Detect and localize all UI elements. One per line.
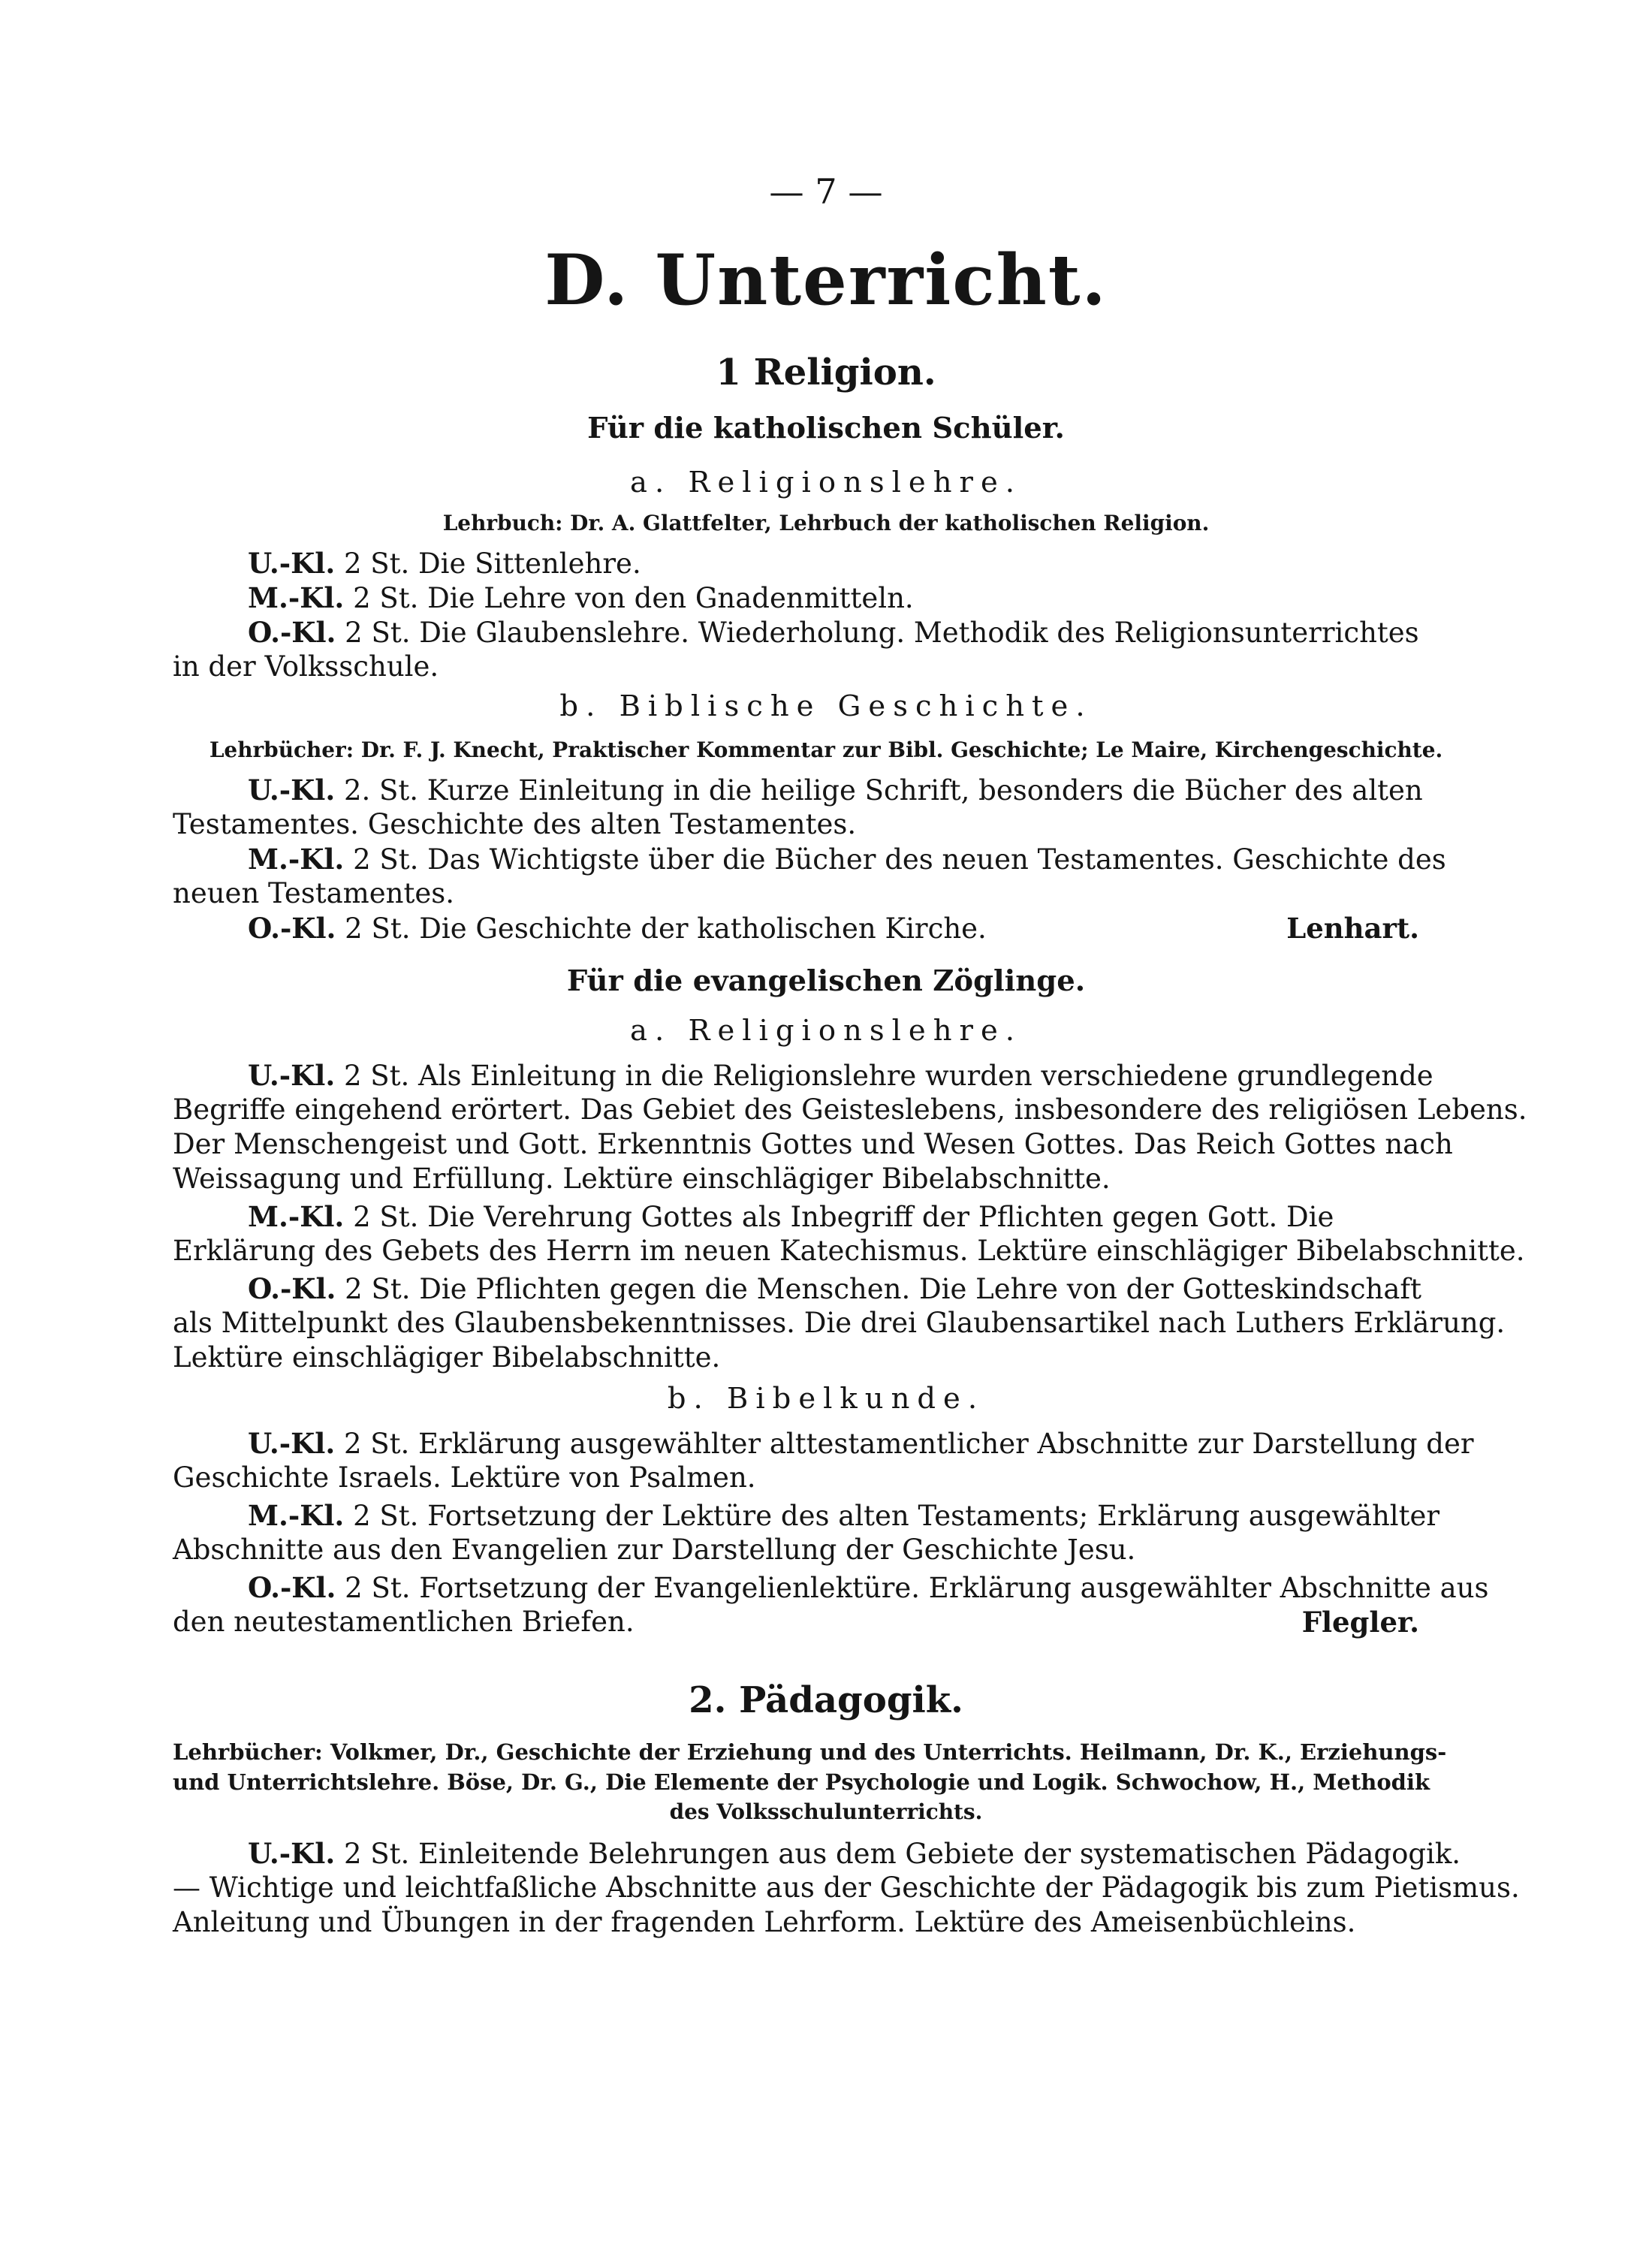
- class-label: O.-Kl. 2 St. Die Pflichten gegen die Menschen. Die Lehre von der Gotteskindschaft: [248, 1272, 1421, 1305]
- continuation-text: den neutestamentlichen Briefen.: [173, 1606, 635, 1638]
- continuation-text: Lektüre einschlägiger Bibelabschnitte.: [173, 1341, 721, 1374]
- class-label: O.-Kl. 2 St. Die Geschichte der katholischen Kirche.: [248, 912, 987, 945]
- class-label: U.-Kl. 2 St. Als Einleitung in die Religionslehre wurden verschiedene grundlegende: [248, 1059, 1433, 1092]
- continuation-text: Begriffe eingehend erörtert. Das Gebiet des Geisteslebens, insbesondere des religiösen Lebens.: [173, 1093, 1527, 1126]
- class-text: 2 St. Die Glaubenslehre. Wiederholung. Methodik des Religionsunterrichtes: [345, 617, 1419, 649]
- continuation-text: Weissagung und Erfüllung. Lektüre einschlägiger Bibelabschnitte.: [173, 1163, 1111, 1195]
- class-text: 2 St. Fortsetzung der Lektüre des alten Testaments; Erklärung ausgewählter: [353, 1500, 1440, 1532]
- continuation-text: Anleitung und Übungen in der fragenden Lehrform. Lektüre des Ameisenbüchleins.: [173, 1906, 1356, 1938]
- section-heading-religion: 1 Religion.: [716, 351, 936, 394]
- class-label: O.-Kl. 2 St. Die Glaubenslehre. Wiederholung. Methodik des Religionsunterrichtes: [248, 616, 1419, 649]
- page-title: D. Unterricht.: [544, 239, 1108, 321]
- continuation-text: in der Volksschule.: [173, 650, 439, 683]
- class-label: O.-Kl. 2 St. Fortsetzung der Evangelienlektüre. Erklärung ausgewählter Abschnitte aus: [248, 1571, 1489, 1604]
- textbook-note: Lehrbücher: Dr. F. J. Knecht, Praktischer Kommentar zur Bibl. Geschichte; Le Maire, Kirchengeschichte.: [209, 737, 1443, 762]
- class-label: U.-Kl. 2 St. Die Sittenlehre.: [248, 547, 641, 580]
- class-text: 2 St. Erklärung ausgewählter alttestamentlicher Abschnitte zur Darstellung der: [343, 1428, 1474, 1460]
- class-text: 2 St. Das Wichtigste über die Bücher des neuen Testamentes. Geschichte des: [353, 843, 1446, 876]
- class-label: U.-Kl. 2 St. Erklärung ausgewählter alttestamentlicher Abschnitte zur Darstellung der: [248, 1427, 1474, 1460]
- subsection-religionslehre-ev: a. Religionslehre.: [630, 1014, 1022, 1048]
- continuation-text: Geschichte Israels. Lektüre von Psalmen.: [173, 1461, 756, 1494]
- class-label: M.-Kl. 2 St. Das Wichtigste über die Bücher des neuen Testamentes. Geschichte des: [248, 843, 1446, 876]
- continuation-text: Der Menschengeist und Gott. Erkenntnis Gottes und Wesen Gottes. Das Reich Gottes nach: [173, 1128, 1453, 1160]
- page-number: — 7 —: [769, 171, 883, 212]
- textbook-note: Lehrbuch: Dr. A. Glattfelter, Lehrbuch der katholischen Religion.: [442, 511, 1210, 535]
- section-heading-paedagogik: 2. Pädagogik.: [689, 1679, 963, 1721]
- class-text: 2 St. Die Verehrung Gottes als Inbegriff der Pflichten gegen Gott. Die: [353, 1201, 1334, 1233]
- continuation-text: Abschnitte aus den Evangelien zur Darstellung der Geschichte Jesu.: [173, 1534, 1136, 1566]
- class-text: 2 St. Als Einleitung in die Religionslehre wurden verschiedene grundlegende: [343, 1060, 1433, 1092]
- continuation-text: neuen Testamentes.: [173, 877, 454, 909]
- class-text: 2 St. Die Geschichte der katholischen Kirche.: [345, 912, 987, 945]
- continuation-text: Testamentes. Geschichte des alten Testamentes.: [173, 808, 857, 840]
- subheading-catholic: Für die katholischen Schüler.: [587, 412, 1065, 445]
- signature-lenhart: Lenhart.: [1286, 912, 1419, 945]
- continuation-text: — Wichtige und leichtfaßliche Abschnitte aus der Geschichte der Pädagogik bis zum Pietismus.: [173, 1871, 1520, 1904]
- class-row: [173, 912, 1419, 945]
- class-text: 2. St. Kurze Einleitung in die heilige Schrift, besonders die Bücher des alten: [343, 774, 1423, 807]
- class-text: 2 St. Die Pflichten gegen die Menschen. Die Lehre von der Gotteskindschaft: [345, 1273, 1421, 1305]
- class-row: [173, 1606, 1419, 1639]
- class-label: M.-Kl. 2 St. Die Verehrung Gottes als Inbegriff der Pflichten gegen Gott. Die: [248, 1200, 1334, 1233]
- class-text: 2 St. Die Lehre von den Gnadenmitteln.: [353, 582, 914, 614]
- class-label: M.-Kl. 2 St. Die Lehre von den Gnadenmitteln.: [248, 581, 914, 614]
- class-label: U.-Kl. 2. St. Kurze Einleitung in die heilige Schrift, besonders die Bücher des alten: [248, 774, 1423, 807]
- textbook-note: Lehrbücher: Volkmer, Dr., Geschichte der Erziehung und des Unterrichts. Heilmann, Dr. K., Erziehungs-: [173, 1739, 1447, 1765]
- class-text: 2 St. Die Sittenlehre.: [343, 547, 641, 580]
- class-label: M.-Kl. 2 St. Fortsetzung der Lektüre des alten Testaments; Erklärung ausgewählter: [248, 1499, 1440, 1532]
- subsection-religionslehre: a. Religionslehre.: [630, 466, 1022, 499]
- continuation-text: Erklärung des Gebets des Herrn im neuen Katechismus. Lektüre einschlägiger Bibelabschnitte.: [173, 1235, 1525, 1267]
- class-label: U.-Kl. 2 St. Einleitende Belehrungen aus dem Gebiete der systematischen Pädagogik.: [248, 1837, 1461, 1870]
- subheading-evangelical: Für die evangelischen Zöglinge.: [566, 964, 1086, 998]
- continuation-text: als Mittelpunkt des Glaubensbekenntnisses. Die drei Glaubensartikel nach Luthers Erklärung.: [173, 1307, 1506, 1339]
- textbook-note: und Unterrichtslehre. Böse, Dr. G., Die Elemente der Psychologie und Logik. Schwochow, H., Methodik: [173, 1769, 1430, 1795]
- signature-flegler: Flegler.: [1301, 1606, 1419, 1639]
- class-text: 2 St. Fortsetzung der Evangelienlektüre. Erklärung ausgewählter Abschnitte aus: [345, 1572, 1489, 1604]
- subsection-bibelkunde: b. Bibelkunde.: [667, 1382, 985, 1416]
- class-text: 2 St. Einleitende Belehrungen aus dem Gebiete der systematischen Pädagogik.: [343, 1838, 1461, 1870]
- subsection-biblische-geschichte: b. Biblische Geschichte.: [559, 689, 1093, 723]
- textbook-note: des Volksschulunterrichts.: [669, 1799, 983, 1824]
